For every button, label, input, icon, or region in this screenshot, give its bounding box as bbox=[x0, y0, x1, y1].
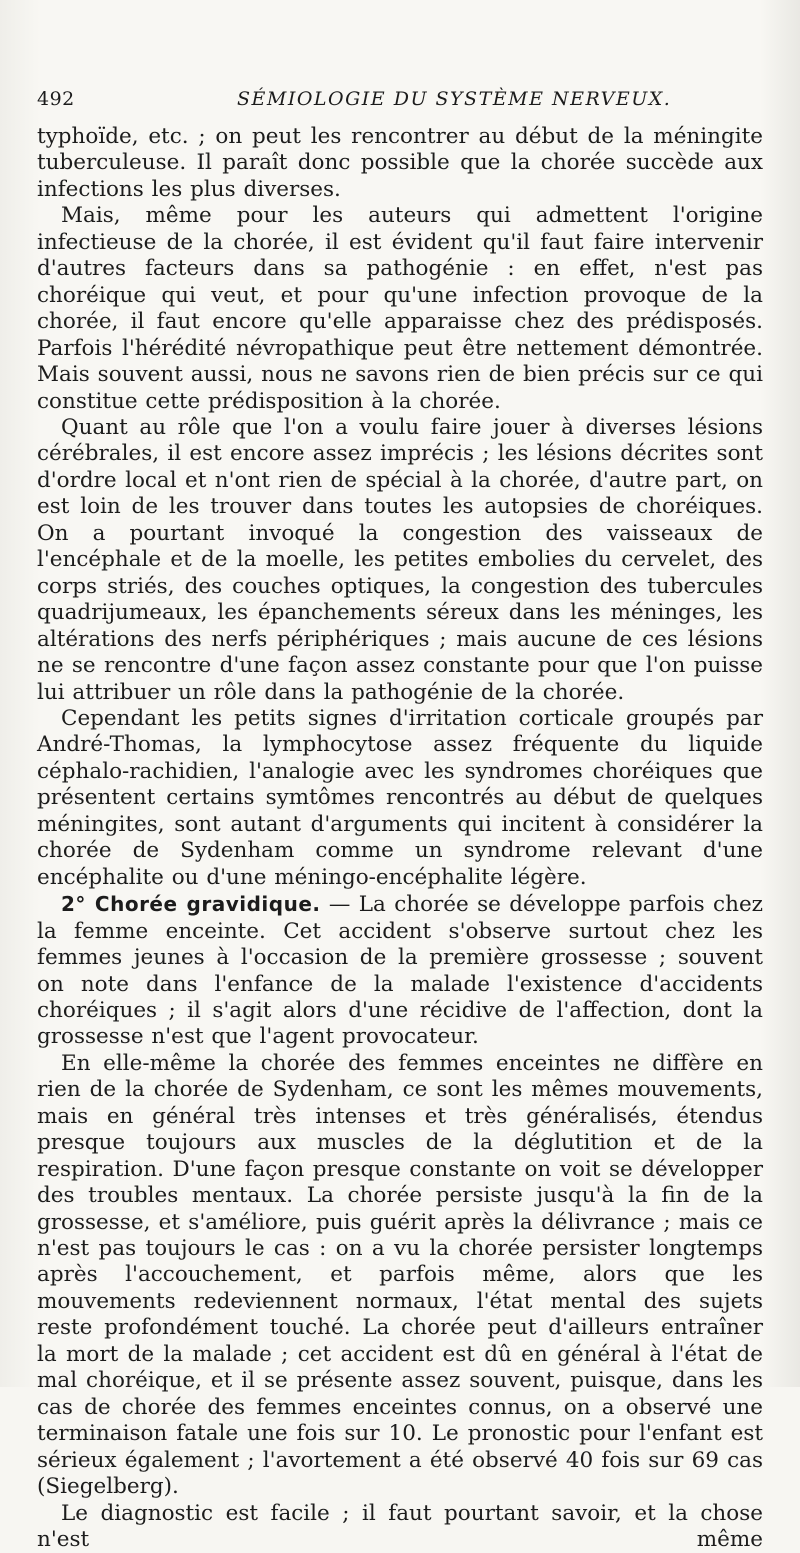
paragraph: Mais, même pour les auteurs qui admettent l'origine infectieuse de la chorée, il est évident qu'il faut faire intervenir d'autres facteurs dans sa pathogénie : en effet, n'est pas choréique qui veut, et pour qu'une infection provoque de la chorée, il faut encore qu'elle apparaisse chez des prédisposés. Parfois l'hérédité névropathique peut être nettement démontrée. Mais souvent aussi, nous ne savons rien de bien précis sur ce qui constitue cette prédisposition à la chorée. bbox=[37, 203, 763, 414]
paragraph-section-heading bbox=[37, 891, 763, 1051]
running-title: SÉMIOLOGIE DU SYSTÈME NERVEUX. bbox=[237, 88, 672, 110]
page-header bbox=[37, 88, 765, 116]
paragraph: Quant au rôle que l'on a voulu faire jouer à diverses lésions cérébrales, il est encore assez imprécis ; les lésions décrites sont d'ordre local et n'ont rien de spécial à la chorée, d'autre part, on est loin de les trouver dans toutes les autopsies de choréiques. On a pourtant invoqué la congestion des vaisseaux de l'encéphale et de la moelle, les petites embolies du cervelet, des corps striés, des couches optiques, la congestion des tubercules quadrijumeaux, les épanchements séreux dans les méninges, les altérations des nerfs périphériques ; mais aucune de ces lésions ne se rencontre d'une façon assez constante pour que l'on puisse lui attribuer un rôle dans la pathogénie de la chorée. bbox=[37, 414, 763, 705]
section-heading: 2° Chorée gravidique. bbox=[61, 892, 321, 917]
paragraph: Cependant les petits signes d'irritation corticale groupés par André-Thomas, la lymphocytose assez fréquente du liquide céphalo-rachidien, l'analogie avec les syndromes choréiques que présentent certains symtômes rencontrés au début de quelques méningites, sont autant d'arguments qui incitent à considérer la chorée de Sydenham comme un syndrome relevant d'une encéphalite ou d'une méningo-encéphalite légère. bbox=[37, 705, 763, 890]
paragraph: typhoïde, etc. ; on peut les rencontrer au début de la méningite tuberculeuse. Il paraît donc possible que la chorée succède aux infections les plus diverses. bbox=[37, 124, 763, 202]
body-text bbox=[37, 124, 763, 1553]
paragraph: Le diagnostic est facile ; il faut pourtant savoir, et la chose n'est même bbox=[37, 1500, 763, 1553]
page-number: 492 bbox=[37, 88, 75, 110]
paragraph: En elle-même la chorée des femmes enceintes ne diffère en rien de la chorée de Sydenham, ce sont les mêmes mouvements, mais en général très intenses et très généralisés, étendus presque toujours aux muscles de la déglutition et de la respiration. D'une façon presque constante on voit se développer des troubles mentaux. La chorée persiste jusqu'à la fin de la grossesse, et s'améliore, puis guérit après la délivrance ; mais ce n'est pas toujours le cas : on a vu la chorée persister longtemps après l'accouchement, et parfois même, alors que les mouvements redeviennent normaux, l'état mental des sujets reste profondément touché. La chorée peut d'ailleurs entraîner la mort de la malade ; cet accident est dû en général à l'état de mal choréique, et il se présente assez souvent, puisque, dans les cas de chorée des femmes enceintes connus, on a observé une terminaison fatale une fois sur 10. Le pronostic pour l'enfant est sérieux également ; l'avortement a été observé 40 fois sur 69 cas (Siegelberg). bbox=[37, 1050, 763, 1500]
section-text: — La chorée se développe parfois chez la femme enceinte. Cet accident s'observe surtout chez les femmes jeunes à l'occasion de la première grossesse ; souvent on note dans l'enfance de la malade l'existence d'accidents choréiques ; il s'agit alors d'une récidive de l'affection, dont la grossesse n'est que l'agent provocateur. bbox=[37, 892, 763, 1050]
